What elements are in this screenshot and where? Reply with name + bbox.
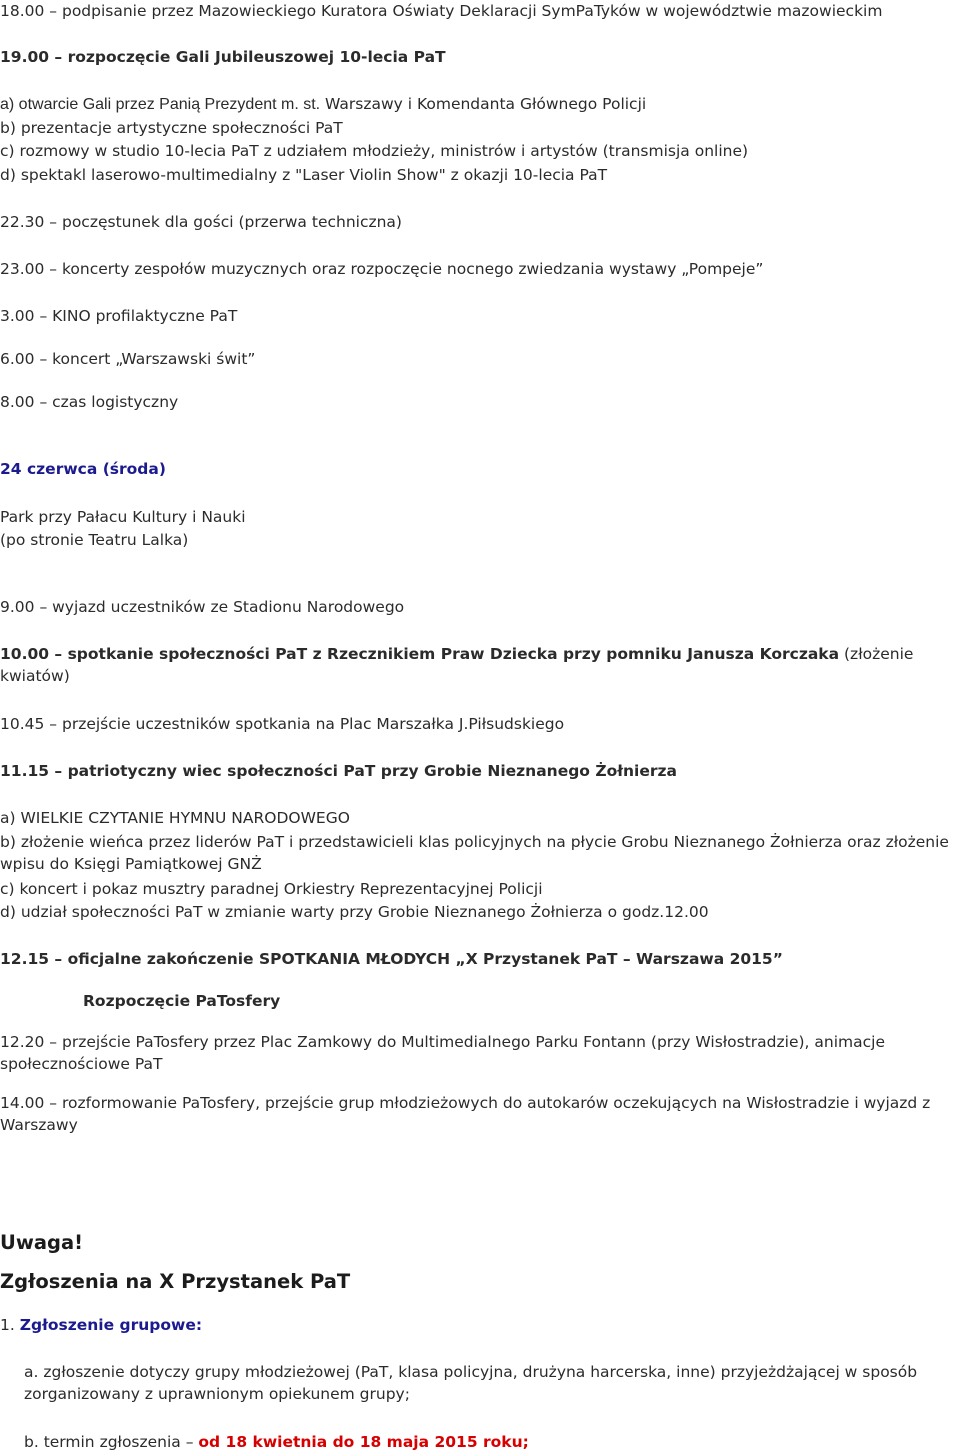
schedule-line-2230: 22.30 – poczęstunek dla gości (przerwa techniczna): [0, 213, 402, 231]
event-1115-a: a) WIELKIE CZYTANIE HYMNU NARODOWEGO: [0, 809, 350, 827]
schedule-line-1800: 18.00 – podpisanie przez Mazowieckiego Kuratora Oświaty Deklaracji SymPaTyków w województwie mazowieckim: [0, 2, 883, 20]
notice-point-b: [24, 1431, 960, 1453]
schedule-line-1900: 19.00 – rozpoczęcie Gali Jubileuszowej 10-lecia PaT: [0, 48, 446, 66]
schedule-line-gala-b: b) prezentacje artystyczne społeczności PaT: [0, 119, 343, 137]
event-1000-rest: (złożenie kwiatów): [0, 645, 914, 685]
venue-line-1: Park przy Pałacu Kultury i Nauki: [0, 508, 246, 526]
notice-item-1-label: Zgłoszenie grupowe:: [19, 1316, 203, 1334]
event-1000-bold: 10.00 – spotkanie społeczności PaT z Rzecznikiem Praw Dziecka przy pomniku Janusza Korczaka: [0, 645, 840, 663]
notice-point-a: a. zgłoszenie dotyczy grupy młodzieżowej (PaT, klasa policyjna, drużyna harcerska, inne) przyjeżdżającej w sposób zorganizowany z uprawnionym opiekunem grupy;: [24, 1363, 918, 1403]
schedule-line-0300: 3.00 – KINO profilaktyczne PaT: [0, 307, 238, 325]
patosfera-heading: Rozpoczęcie PaTosfery: [83, 992, 281, 1010]
notice-title: Zgłoszenia na X Przystanek PaT: [0, 1270, 351, 1293]
schedule-line-gala-a: [0, 93, 960, 116]
schedule-line-gala-d: d) spektakl laserowo-multimedialny z "Laser Violin Show" z okazji 10-lecia PaT: [0, 166, 608, 184]
notice-item-1-number: 1.: [0, 1316, 15, 1334]
event-1115-b: b) złożenie wieńca przez liderów PaT i przedstawicieli klas policyjnych na płycie Grobu Nieznanego Żołnierza oraz złożenie wpisu do Księgi Pamiątkowej GNŻ: [0, 833, 949, 873]
gala-a-part1: a) otwarcie Gali przez Panią Prezydent m. st.: [0, 96, 321, 113]
event-1000: [0, 643, 960, 687]
deadline-date-range: od 18 kwietnia do 18 maja 2015 roku;: [198, 1433, 529, 1451]
event-0900: 9.00 – wyjazd uczestników ze Stadionu Narodowego: [0, 598, 405, 616]
event-1115-c: c) koncert i pokaz musztry paradnej Orkiestry Reprezentacyjnej Policji: [0, 880, 543, 898]
event-1115: 11.15 – patriotyczny wiec społeczności PaT przy Grobie Nieznanego Żołnierza: [0, 762, 677, 780]
event-1115-d: d) udział społeczności PaT w zmianie warty przy Grobie Nieznanego Żołnierza o godz.12.00: [0, 903, 709, 921]
notice-point-b-prefix: b. termin zgłoszenia –: [24, 1433, 199, 1451]
notice-uwaga: Uwaga!: [0, 1231, 84, 1254]
event-1045: 10.45 – przejście uczestników spotkania na Plac Marszałka J.Piłsudskiego: [0, 715, 565, 733]
event-1400: 14.00 – rozformowanie PaTosfery, przejście grup młodzieżowych do autokarów oczekujących na Wisłostradzie i wyjazd z Warszawy: [0, 1094, 931, 1134]
schedule-line-2300: 23.00 – koncerty zespołów muzycznych oraz rozpoczęcie nocnego zwiedzania wystawy „Pompeje”: [0, 260, 764, 278]
schedule-line-0600: 6.00 – koncert „Warszawski świt”: [0, 350, 256, 368]
venue-line-2: (po stronie Teatru Lalka): [0, 531, 189, 549]
event-1220: 12.20 – przejście PaTosfery przez Plac Zamkowy do Multimedialnego Parku Fontann (przy Wisłostradzie), animacje społecznościowe PaT: [0, 1033, 885, 1073]
schedule-line-gala-c: c) rozmowy w studio 10-lecia PaT z udziałem młodzieży, ministrów i artystów (transmisja online): [0, 142, 749, 160]
gala-a-part2: Warszawy i Komendanta Głównego Policji: [320, 95, 647, 113]
schedule-line-0800: 8.00 – czas logistyczny: [0, 393, 179, 411]
event-1215: 12.15 – oficjalne zakończenie SPOTKANIA MŁODYCH „X Przystanek PaT – Warszawa 2015”: [0, 950, 783, 968]
notice-item-1: [0, 1314, 960, 1336]
day-heading: 24 czerwca (środa): [0, 460, 166, 478]
